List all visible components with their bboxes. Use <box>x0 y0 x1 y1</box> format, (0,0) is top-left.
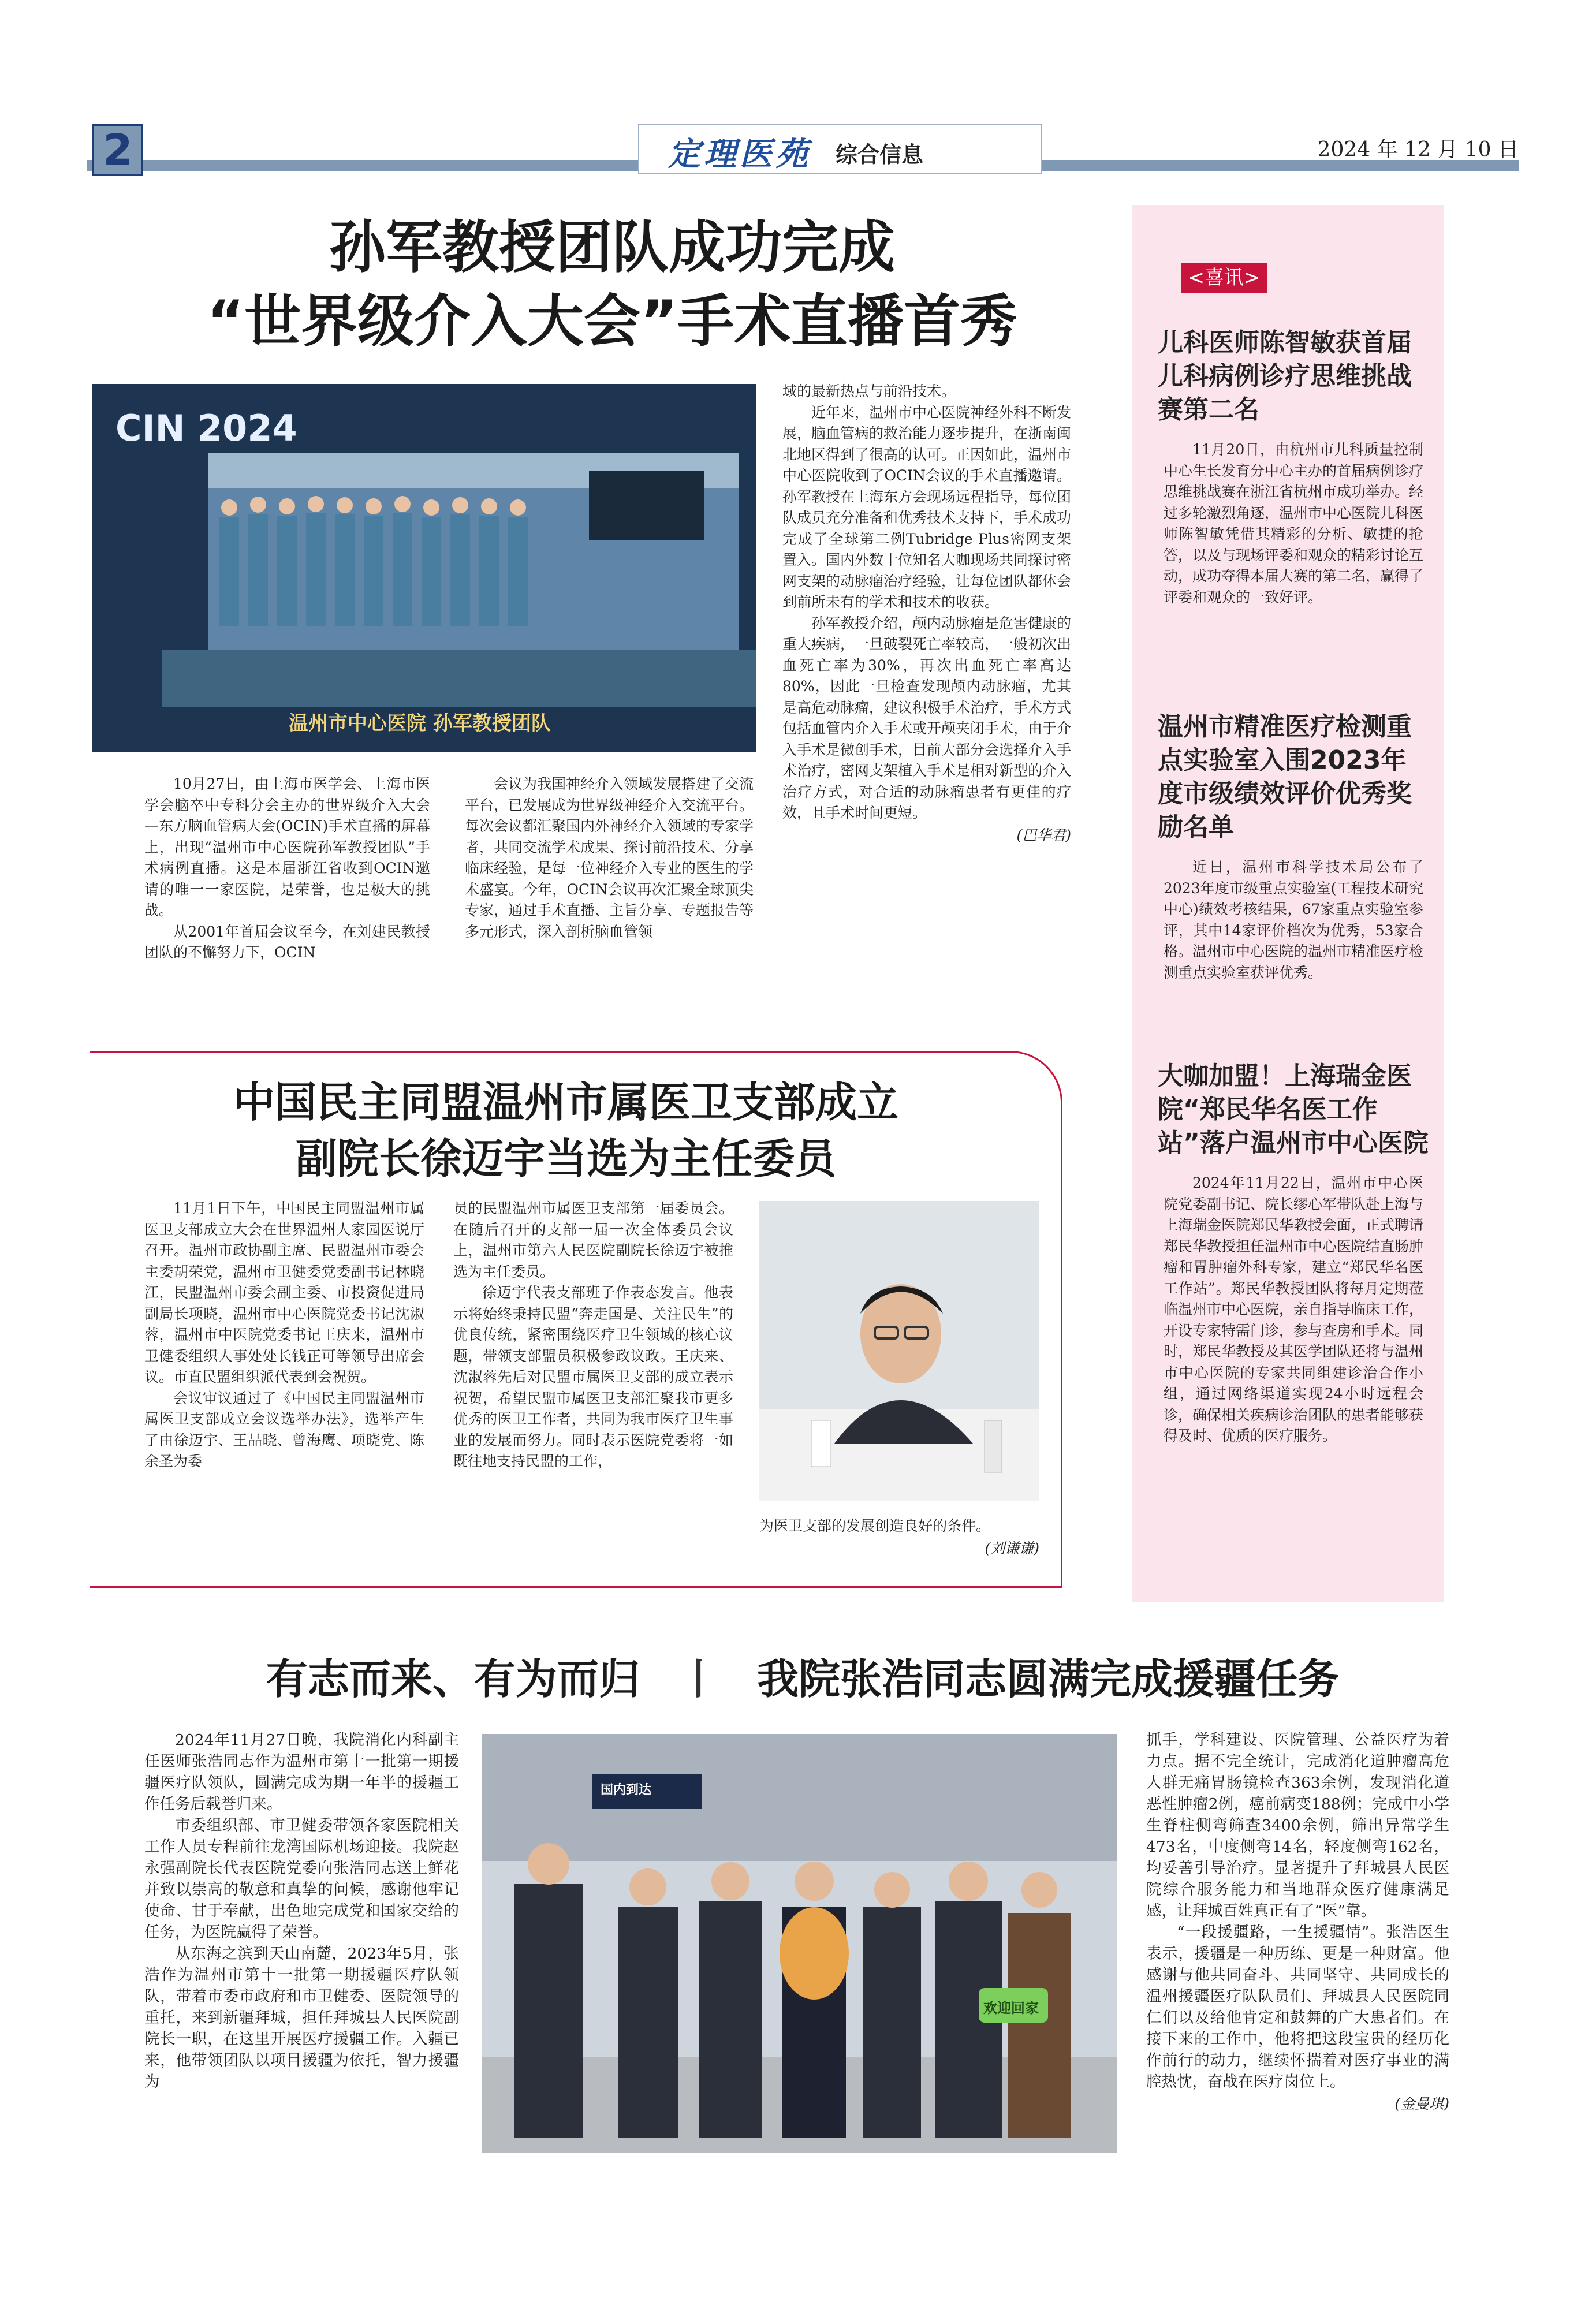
article3-byline: (金曼琪) <box>1394 2095 1449 2112</box>
article2-paragraph: 会议审议通过了《中国民主同盟温州市属医卫支部成立会议选举办法》，选举产生了由徐迈宇、王品晓、曾海鹰、项晓党、陈余圣为委 <box>144 1389 424 1469</box>
article2-paragraph: 为医卫支部的发展创造良好的条件。 <box>759 1517 991 1534</box>
article1-photo <box>92 384 756 752</box>
masthead <box>87 124 1519 177</box>
sidebar-item-body: 11月20日，由杭州市儿科质量控制中心生长发育分中心主办的首届病例诊疗思维挑战赛在浙江省杭州市成功举办。经过多轮激烈角逐，温州市中心医院儿科医师陈智敏凭借其精彩的分析、敏捷的抢答，以及与现场评委和观众的精彩讨论互动，成功夺得本届大赛的第二名，赢得了评委和观众的一致好评。 <box>1164 441 1424 606</box>
article3-col3 <box>1146 1729 1449 2113</box>
article1-paragraph: 从2001年首届会议至今，在刘建民教授团队的不懈努力下，OCIN <box>144 923 430 961</box>
airport-welcome-image <box>482 1734 1117 2153</box>
article3-col1 <box>144 1729 459 2093</box>
article2-photo <box>759 1201 1039 1501</box>
masthead-logo-box <box>638 124 1042 174</box>
article2-col3 <box>759 1516 1039 1558</box>
article2-byline: (刘谦谦) <box>985 1539 1039 1557</box>
sidebar <box>1132 205 1444 1602</box>
article3-paragraph: 2024年11月27日晚，我院消化内科副主任医师张浩同志作为温州市第十一批第一期援疆医疗队领队，圆满完成为期一年半的援疆工作任务后载誉归来。 <box>144 1731 459 1813</box>
article2-title-line2: 副院长徐迈宇当选为主任委员 <box>295 1135 836 1183</box>
article1-paragraph: 域的最新热点与前沿技术。 <box>782 383 956 400</box>
article3-paragraph: 市委组织部、市卫健委带领各家医院相关工作人员专程前往龙湾国际机场迎接。我院赵永强副院长代表医院党委向张浩同志送上鲜花并致以崇高的敬意和真挚的问候，感谢他牢记使命、甘于奉献，出色地完成党和国家交给的任务，为医院赢得了荣誉。 <box>144 1817 459 1941</box>
article3-title-left: 有志而来、有为而归 <box>266 1655 640 1703</box>
sidebar-tag: <喜讯> <box>1188 266 1261 289</box>
sidebar-item-2 <box>1158 710 1429 983</box>
article1-paragraph: 10月27日，由上海市医学会、上海市医学会脑卒中专科分会主办的世界级介入大会—东方脑血管病大会(OCIN)手术直播的屏幕上，出现“温州市中心医院孙军教授团队”手术病例直播。这是本届浙江省收到OCIN邀请的唯一一家医院，是荣誉，也是极大的挑战。 <box>144 775 430 919</box>
sidebar-item-body: 2024年11月22日，温州市中心医院党委副书记、院长缪心军带队赴上海与上海瑞金医院郑民华教授会面，正式聘请郑民华教授担任温州市中心医院结直肠肿瘤和胃肿瘤外科专家，建立“郑民华名医工作站”。郑民华教授团队将每月定期莅临温州市中心医院，亲自指导临床工作，开设专家特需门诊，参与查房和手术。同时，郑民华教授及其医学团队还将与温州市中心医院的专家共同组建诊治合作小组，通过网络渠道实现24小时远程会诊，确保相关疾病诊治团队的患者能够获得及时、优质的医疗服务。 <box>1164 1174 1424 1444</box>
sidebar-item-title: 儿科医师陈智敏获首届儿科病例诊疗思维挑战赛第二名 <box>1158 328 1412 424</box>
article3-photo-sign: 国内到达 <box>601 1783 652 1797</box>
sidebar-item-title: 温州市精准医疗检测重点实验室入围2023年度市级绩效评价优秀奖励名单 <box>1158 712 1412 842</box>
article2-title <box>115 1074 1016 1187</box>
article1-col2 <box>465 774 754 942</box>
article1-photo-logo: CIN 2024 <box>115 407 297 449</box>
sidebar-item-title: 大咖加盟！上海瑞金医院“郑民华名医工作站”落户温州市中心医院 <box>1158 1061 1429 1158</box>
article3-title <box>87 1651 1519 1707</box>
article1-title-line1: 孙军教授团队成功完成 <box>329 215 895 281</box>
page-number-box <box>92 124 143 176</box>
article3-photo <box>482 1734 1117 2153</box>
article2-title-line1: 中国民主同盟温州市属医卫支部成立 <box>233 1078 898 1127</box>
article2-paragraph: 员的民盟温州市属医卫支部第一届委员会。在随后召开的支部一届一次全体委员会议上，温州市第六人民医院副院长徐迈宇被推选为主任委员。 <box>453 1200 733 1280</box>
sidebar-item-3 <box>1158 1060 1429 1447</box>
article3-title-divider: 丨 <box>677 1655 719 1703</box>
speaker-portrait-image <box>759 1201 1039 1501</box>
article2-col1 <box>144 1198 424 1472</box>
article1-byline: (巴华君) <box>1016 826 1071 844</box>
article1-title <box>92 211 1132 359</box>
masthead-section: 综合信息 <box>836 142 924 167</box>
article2-col2 <box>453 1198 733 1472</box>
article2-paragraph: 徐迈宇代表支部班子作表态发言。他表示将始终秉持民盟“奔走国是、关注民生”的优良传统，紧密围绕医疗卫生领域的核心议题，带领支部盟员积极参政议政。王庆来、沈淑蓉先后对民盟市属医卫支部的成立表示祝贺，希望民盟市属医卫支部汇聚我市更多优秀的医卫工作者，共同为我市医疗卫生事业的发展而努力。同时表示医院党委将一如既往地支持民盟的工作， <box>453 1284 733 1469</box>
page-number: 2 <box>103 125 133 175</box>
article3-photo-board: 欢迎回家 <box>983 2000 1039 2016</box>
article1-title-line2: “世界级介入大会”手术直播首秀 <box>207 289 1017 355</box>
masthead-date: 2024 年 12 月 10 日 <box>1317 138 1519 162</box>
article3-title-right: 我院张浩同志圆满完成援疆任务 <box>757 1655 1340 1703</box>
article1-photo-caption: 温州市中心医院 孙军教授团队 <box>289 712 551 735</box>
sidebar-item-1 <box>1158 326 1429 608</box>
article1-paragraph: 近年来，温州市中心医院神经外科不断发展，脑血管病的救治能力逐步提升，在浙南闽北地区得到了很高的认可。正因如此，温州市中心医院收到了OCIN会议的手术直播邀请。孙军教授在上海东方会现场远程指导，每位团队成员充分准备和优秀技术支持下，手术成功完成了全球第二例Tubridge Plus密网支架置入。国内外数十位知名大咖现场共同探讨密网支架的动脉瘤治疗经验，让每位团队都体会到前所未有的学术和技术的收获。 <box>782 404 1072 610</box>
article1-paragraph: 会议为我国神经介入领域发展搭建了交流平台，已发展成为世界级神经介入交流平台。每次会议都汇聚国内外神经介入领域的专家学者，共同交流学术成果、探讨前沿技术、分享临床经验，是每一位神经介入专业的医生的学术盛宴。今年，OCIN会议再次汇聚全球顶尖专家，通过手术直播、主旨分享、专题报告等多元形式，深入剖析脑血管领 <box>465 775 754 940</box>
article1-col1 <box>144 774 430 964</box>
article3-paragraph: “一段援疆路，一生援疆情”。张浩医生表示，援疆是一种历练、更是一种财富。他感谢与他共同奋斗、共同坚守、共同成长的温州援疆医疗队队员们、拜城县人民医院同仁们以及给他肯定和鼓舞的广大患者们。在接下来的工作中，他将把这段宝贵的经历化作前行的动力，继续怀揣着对医疗事业的满腔热忱，奋战在医疗岗位上。 <box>1146 1923 1449 2091</box>
article1-paragraph: 孙军教授介绍，颅内动脉瘤是危害健康的重大疾病，一旦破裂死亡率较高，一般初次出血死亡率为30%，再次出血死亡率高达80%，因此一旦检查发现颅内动脉瘤，尤其是高危动脉瘤，建议积极手术治疗，手术方式包括血管内介入手术或开颅夹闭手术，由于介入手术是微创手术，目前大部分会选择介入手术治疗，密网支架植入手术是相对新型的介入治疗方式，对合适的动脉瘤患者有更佳的疗效，且手术时间更短。 <box>782 614 1072 821</box>
masthead-logo: 定理医苑 <box>668 135 811 173</box>
sidebar-item-body: 近日，温州市科学技术局公布了2023年度市级重点实验室(工程技术研究中心)绩效考核结果，67家重点实验室参评，其中14家评价档次为优秀，53家合格。温州市中心医院的温州市精准医疗检测重点实验室获评优秀。 <box>1164 859 1424 981</box>
article3-paragraph: 从东海之滨到天山南麓，2023年5月，张浩作为温州市第十一批第一期援疆医疗队领队，带着市委市政府和市卫健委、医院领导的重托，来到新疆拜城，担任拜城县人民医院副院长一职，在这里开展医疗援疆工作。入疆已来，他带领团队以项目援疆为依托，智力援疆为 <box>144 1945 459 2091</box>
article1-col3 <box>782 381 1071 845</box>
sidebar-tag-box <box>1181 263 1267 293</box>
article2-paragraph: 11月1日下午，中国民主同盟温州市属医卫支部成立大会在世界温州人家园医说厅召开。温州市政协副主席、民盟温州市委会主委胡荣党，温州市卫健委党委副书记林晓江，民盟温州市委会副主委、市投资促进局副局长项晓，温州市中心医院党委书记沈淑蓉，温州市中医院党委书记王庆来，温州市卫健委组织人事处处长钱正可等领导出席会议。市直民盟组织派代表到会祝贺。 <box>144 1200 424 1385</box>
article3-paragraph: 抓手，学科建设、医院管理、公益医疗为着力点。据不完全统计，完成消化道肿瘤高危人群无痛胃肠镜检查363余例，发现消化道恶性肿瘤2例，癌前病变188例；完成中小学生脊柱侧弯筛查3400余例，筛出异常学生473名，中度侧弯14名，轻度侧弯162名，均妥善引导治疗。显著提升了拜城县人民医院综合服务能力和当地群众医疗健康满足感，让拜城百姓真正有了“医”靠。 <box>1146 1731 1449 1920</box>
